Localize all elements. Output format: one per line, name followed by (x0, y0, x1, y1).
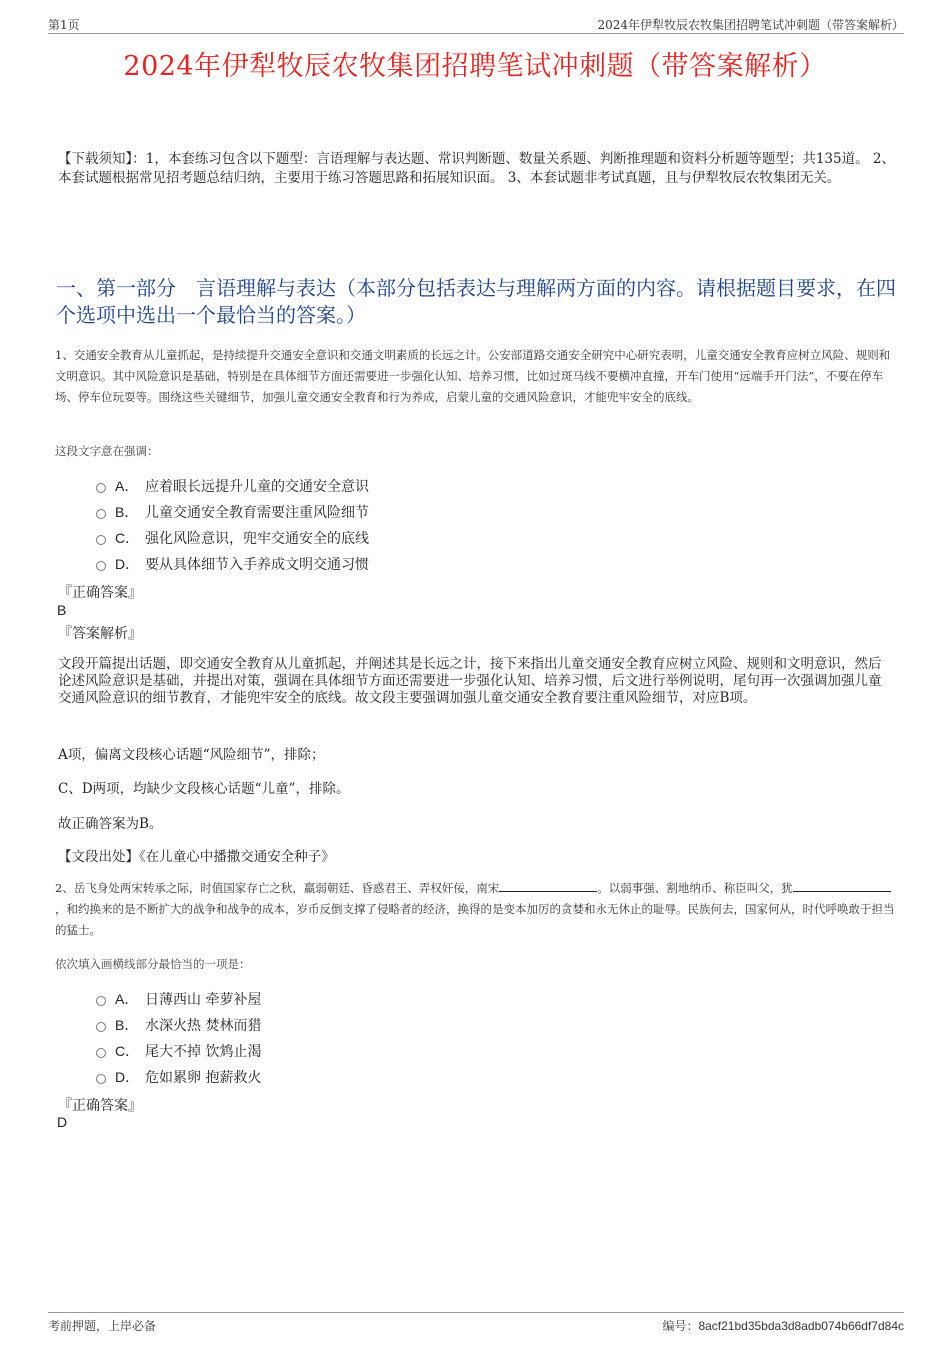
download-notice: 【下载须知】：1，本套练习包含以下题型：言语理解与表达题、常识判断题、数量关系题、判断推理题和资料分析题等题型；共135道。 2、本套试题根据常见招考题总结归纳，主要用于练习答题思路和拓展知识面。 3、本套试题非考试真题，且与伊犁牧辰农牧集团无关。 (58, 151, 895, 186)
option-text: 日薄西山 牵萝补屋 (145, 992, 262, 1008)
option-letter: C． (115, 530, 140, 546)
option-text: 儿童交通安全教育需要注重风险细节 (145, 505, 369, 521)
option-letter: A． (115, 478, 139, 494)
question-1-option-a[interactable] (96, 473, 369, 499)
fill-blank-1[interactable] (499, 880, 597, 892)
option-letter: B． (115, 1017, 139, 1033)
question-1-answer: B (57, 602, 67, 618)
option-letter: D． (115, 1069, 140, 1085)
footer-code-value: 8acf21bd35bda3d8adb074b66df7d84c (698, 1319, 904, 1333)
radio-icon[interactable] (96, 1074, 106, 1084)
footer-code-label: 编号： (662, 1319, 699, 1333)
radio-icon[interactable] (96, 996, 106, 1006)
question-2-answer: D (57, 1114, 68, 1130)
option-text: 尾大不掉 饮鸩止渴 (145, 1044, 262, 1060)
question-2-option-d[interactable] (96, 1064, 261, 1090)
question-2-option-a[interactable] (96, 986, 261, 1012)
question-1-option-c[interactable] (96, 525, 369, 551)
page-number: 第1页 (48, 18, 80, 32)
footer-code (662, 1317, 904, 1334)
option-text: 危如累卵 抱薪救火 (145, 1070, 262, 1086)
question-2-option-c[interactable] (96, 1038, 261, 1064)
option-letter: A． (115, 991, 139, 1007)
question-1-options (96, 473, 369, 577)
radio-icon[interactable] (96, 483, 106, 493)
radio-icon[interactable] (96, 1022, 106, 1032)
radio-icon[interactable] (96, 1048, 106, 1058)
page-header (48, 14, 904, 34)
question-1-analysis: 文段开篇提出话题，即交通安全教育从儿童抓起，并阐述其是长远之计，接下来指出儿童交通安全教育应树立风险、规则和文明意识，然后论述风险意识是基础，并提出对策，强调在具体细节方面还需要进一步强化认知、培养习惯，后文进行举例说明，尾句再一次强调加强儿童交通风险意识的细节教育，才能兜牢安全的底线。故文段主要强调加强儿童交通安全教育要注重风险细节，对应B项。 (58, 656, 882, 706)
page-footer (48, 1312, 904, 1336)
question-2-options (96, 986, 261, 1090)
radio-icon[interactable] (96, 561, 106, 571)
radio-icon[interactable] (96, 535, 106, 545)
question-2-prompt: 依次填入画横线部分最恰当的一项是： (55, 957, 251, 971)
question-2-text (55, 878, 900, 941)
question-1-prompt: 这段文字意在强调： (55, 444, 159, 458)
option-text: 水深火热 焚林而猎 (145, 1018, 262, 1034)
option-letter: C． (115, 1043, 140, 1059)
question-2-text-part1: 2、岳飞身处两宋转承之际，时值国家存亡之秋，羸弱朝廷、昏惑君王、弄权奸佞，南宋 (55, 881, 500, 895)
option-letter: B． (115, 504, 139, 520)
question-2-text-part3: ，和约换来的是不断扩大的战争和战争的成本，岁币反倒支撑了侵略者的经济，换得的是变本加厉的贪婪和永无休止的耻辱。民族何去，国家何从，时代呼唤敢于担当的猛士。 (55, 902, 895, 937)
question-1-analysis-label: 『答案解析』 (58, 626, 142, 642)
question-2-answer-label: 『正确答案』 (58, 1098, 142, 1114)
document-title: 2024年伊犁牧辰农牧集团招聘笔试冲刺题（带答案解析） (123, 51, 827, 82)
question-1-answer-label: 『正确答案』 (58, 585, 142, 601)
option-text: 应着眼长远提升儿童的交通安全意识 (145, 479, 369, 495)
question-1-analysis-a: A项，偏离文段核心话题“风险细节”，排除； (58, 747, 325, 763)
question-1-text: 1、交通安全教育从儿童抓起，是持续提升交通安全意识和交通文明素质的长远之计。公安部道路交通安全研究中心研究表明，儿童交通安全教育应树立风险、规则和文明意识。其中风险意识是基础，特别是在具体细节方面还需要进一步强化认知、培养习惯，比如过斑马线不要横冲直撞，开车门使用“远端手开门法”，不要在停车场、停车位玩耍等。围绕这些关键细节，加强儿童交通安全教育和行为养成，启蒙儿童的交通风险意识，才能兜牢安全的底线。 (55, 348, 891, 404)
question-2-option-b[interactable] (96, 1012, 261, 1038)
question-1-analysis-cd: C、D两项，均缺少文段核心话题“儿童”，排除。 (58, 781, 350, 797)
option-text: 强化风险意识，兜牢交通安全的底线 (145, 531, 369, 547)
question-1-final-answer: 故正确答案为B。 (58, 816, 163, 832)
option-letter: D． (115, 556, 140, 572)
radio-icon[interactable] (96, 509, 106, 519)
option-text: 要从具体细节入手养成文明交通习惯 (145, 557, 369, 573)
question-2-text-part2: 。以弱事强、割地纳币、称臣叫父，犹 (597, 881, 793, 895)
question-1-option-d[interactable] (96, 551, 369, 577)
question-1-source: 【文段出处】《在儿童心中播撒交通安全种子》 (58, 849, 335, 865)
section-heading: 一、第一部分 言语理解与表达（本部分包括表达与理解两方面的内容。请根据题目要求，在四个选项中选出一个最恰当的答案。） (56, 276, 896, 327)
header-doc-title: 2024年伊犁牧辰农牧集团招聘笔试冲刺题（带答案解析） (597, 18, 904, 32)
footer-slogan: 考前押题，上岸必备 (48, 1319, 157, 1333)
question-1-option-b[interactable] (96, 499, 369, 525)
fill-blank-2[interactable] (793, 880, 891, 892)
